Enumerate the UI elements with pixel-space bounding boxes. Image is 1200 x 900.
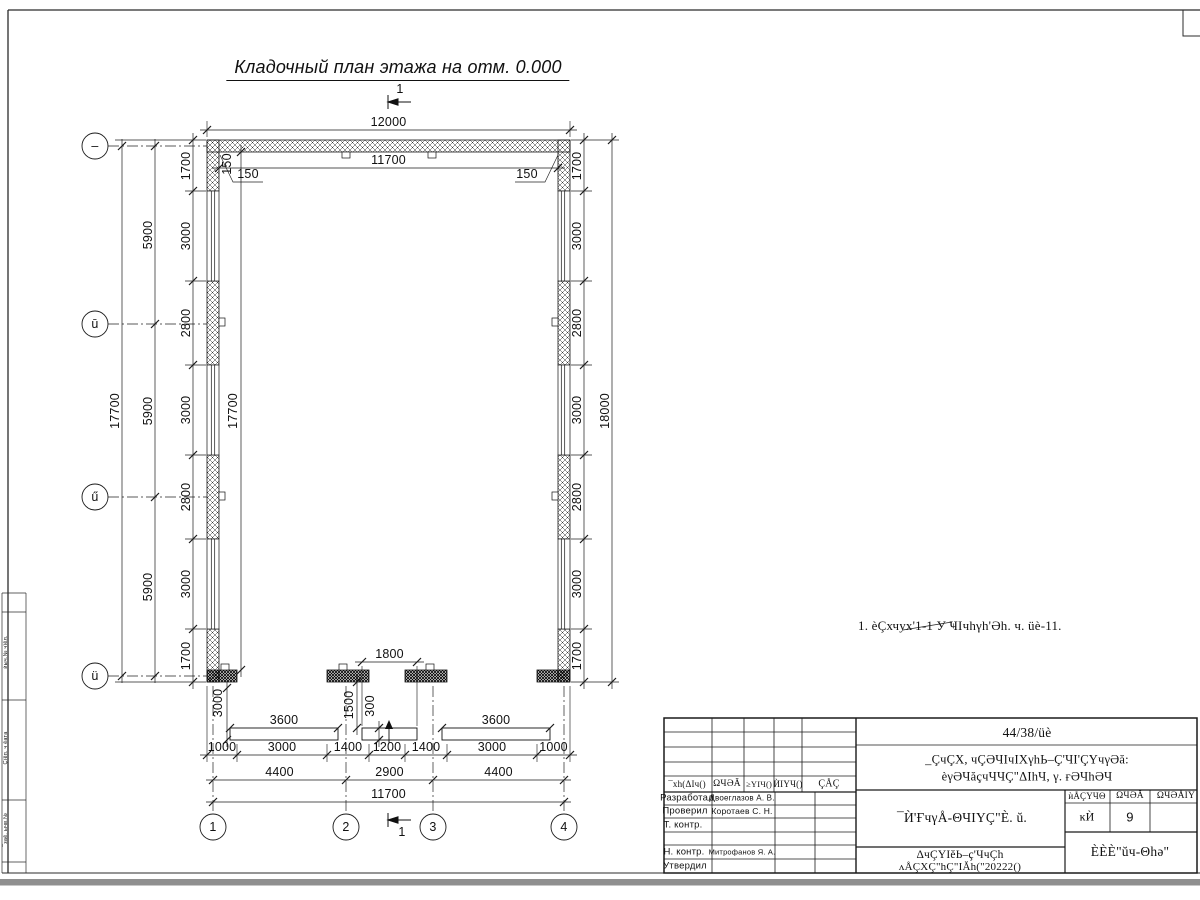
dim-label: 1000 — [539, 740, 568, 754]
dim-label: ū — [91, 317, 99, 331]
dim-label: 2800 — [570, 482, 584, 512]
dim-150-vertical: 150 — [220, 153, 234, 175]
dim-label: 2800 — [570, 308, 584, 338]
dim-label: 1000 — [207, 740, 237, 754]
dim-label: 11700 — [371, 153, 406, 167]
tb-role-4: Н. контр. — [663, 846, 705, 858]
dim-label: 5900 — [141, 572, 155, 601]
dim-label: 2900 — [375, 765, 404, 779]
side-strip-cell: ѝыч.№ чїĕл. — [3, 635, 9, 669]
tb-company: ÈÈÈ"ŭч-Θhə" — [1090, 844, 1170, 859]
dim-label: 1500 — [342, 690, 356, 720]
dim-label: 1800 — [375, 647, 404, 661]
tb-name-0: Двоеглазов А. В. — [709, 793, 775, 803]
dim-label: 17700 — [108, 393, 122, 429]
tb-sheet-number: 9 — [1126, 809, 1134, 825]
dim-label: 4400 — [265, 765, 294, 779]
tb-rev-col-4: ÇÅÇ — [818, 778, 840, 790]
dim-label: 1700 — [570, 641, 584, 670]
dim-label: 2 — [342, 820, 350, 834]
dim-label: 1200 — [372, 740, 402, 754]
dim-label: 3000 — [570, 221, 584, 251]
tb-stage-value: ĸЍ — [1079, 809, 1095, 824]
tb-name-4: Митрофанов Я. А. — [708, 847, 776, 857]
dim-label: 1700 — [570, 151, 584, 180]
tb-stage-col-0: ѝÅÇҮЧΘ — [1068, 791, 1106, 801]
tb-rev-col-3: ЍIYЧ() — [773, 779, 803, 789]
tb-doc-code: 44/38/üè — [1002, 725, 1052, 740]
dim-label: – — [91, 139, 99, 153]
tb-role-0: Разработал — [660, 792, 714, 804]
tb-rev-col-2: ≥YIЧ() — [745, 779, 773, 789]
dim-label: 3 — [429, 820, 437, 834]
side-strip-cell: Çїĕп. ч ĕата — [3, 731, 9, 765]
dim-label: 11700 — [371, 787, 406, 801]
dim-label: 3000 — [179, 569, 193, 599]
dim-label: 17700 — [226, 393, 240, 429]
dim-label: 2800 — [179, 482, 193, 512]
dim-label: 5900 — [141, 220, 155, 250]
tb-prod-line1: ΔчÇҮIĕЬ–ҫ'ЧчÇh — [916, 849, 1004, 861]
dim-label: 1700 — [179, 641, 193, 670]
tb-stage-col-2: ΩЧƏÅIY — [1156, 791, 1196, 801]
dim-150-right: 150 — [516, 167, 538, 181]
tb-name-1: Коротаев С. Н. — [711, 806, 773, 816]
dim-label: 300 — [363, 695, 377, 717]
dim-label: 3000 — [211, 688, 225, 718]
dim-label: 2800 — [179, 308, 193, 338]
tb-object-line2: èγƏЧăçчЧЧÇ"ΔIhЧ, γ. ғƏЧhƏЧ — [941, 769, 1113, 784]
note-text: 1. èÇхчух'1-1 У ҸIчhγh'Əh. ч. üè-11. — [858, 618, 1062, 633]
dim-label: 3000 — [179, 221, 193, 251]
dim-label: 1400 — [333, 740, 363, 754]
dim-label: 1700 — [179, 151, 193, 180]
dim-label: 12000 — [370, 115, 407, 129]
dim-label: 1 — [209, 820, 217, 834]
tb-stage-col-1: ΩЧƏĂ — [1116, 791, 1144, 801]
tb-object-line1: _ÇчÇХ, чÇƏЧIчIХγhЬ–Ҫ'ЧI'ÇҮчγƏă: — [925, 752, 1129, 767]
side-strip-cell: ¯заĕ. ычв.№ — [3, 812, 9, 848]
tb-sheet-title: ¯Ѝ'ҒчγÅ-ΘЧIYÇ"È. ŭ. — [897, 810, 1027, 825]
dim-label: 3600 — [481, 713, 511, 727]
dim-label: 3000 — [570, 569, 584, 599]
tb-role-5: Утвердил — [663, 860, 707, 872]
page-title: Кладочный план этажа на отм. 0.000 — [226, 57, 569, 81]
dim-label: 3000 — [179, 395, 193, 425]
dim-label: 4 — [560, 820, 568, 834]
section-mark-top-label: 1 — [396, 82, 404, 96]
dim-label: ü — [91, 669, 99, 683]
dim-150-left: 150 — [237, 167, 259, 181]
dim-label: 18000 — [598, 393, 612, 429]
section-mark-bottom-label: 1 — [398, 825, 406, 839]
tb-rev-col-0: ¯хh(ΔIч() — [668, 779, 706, 789]
dim-label: 3000 — [570, 395, 584, 425]
tb-role-2: Т. контр. — [663, 819, 703, 831]
dim-label: ű — [91, 490, 99, 504]
tb-prod-line2: ʌÅÇXÇ"hÇ"IĂh("20222() — [898, 861, 1022, 873]
dim-label: 3000 — [477, 740, 507, 754]
dim-label: 5900 — [141, 396, 155, 425]
dim-label: 3600 — [269, 713, 299, 727]
tb-role-1: Проверил — [662, 805, 708, 817]
dim-label: 3000 — [267, 740, 297, 754]
dim-label: 4400 — [484, 765, 513, 779]
dim-label: 1400 — [411, 740, 441, 754]
tb-rev-col-1: ΩЧƏĂ — [713, 779, 741, 789]
